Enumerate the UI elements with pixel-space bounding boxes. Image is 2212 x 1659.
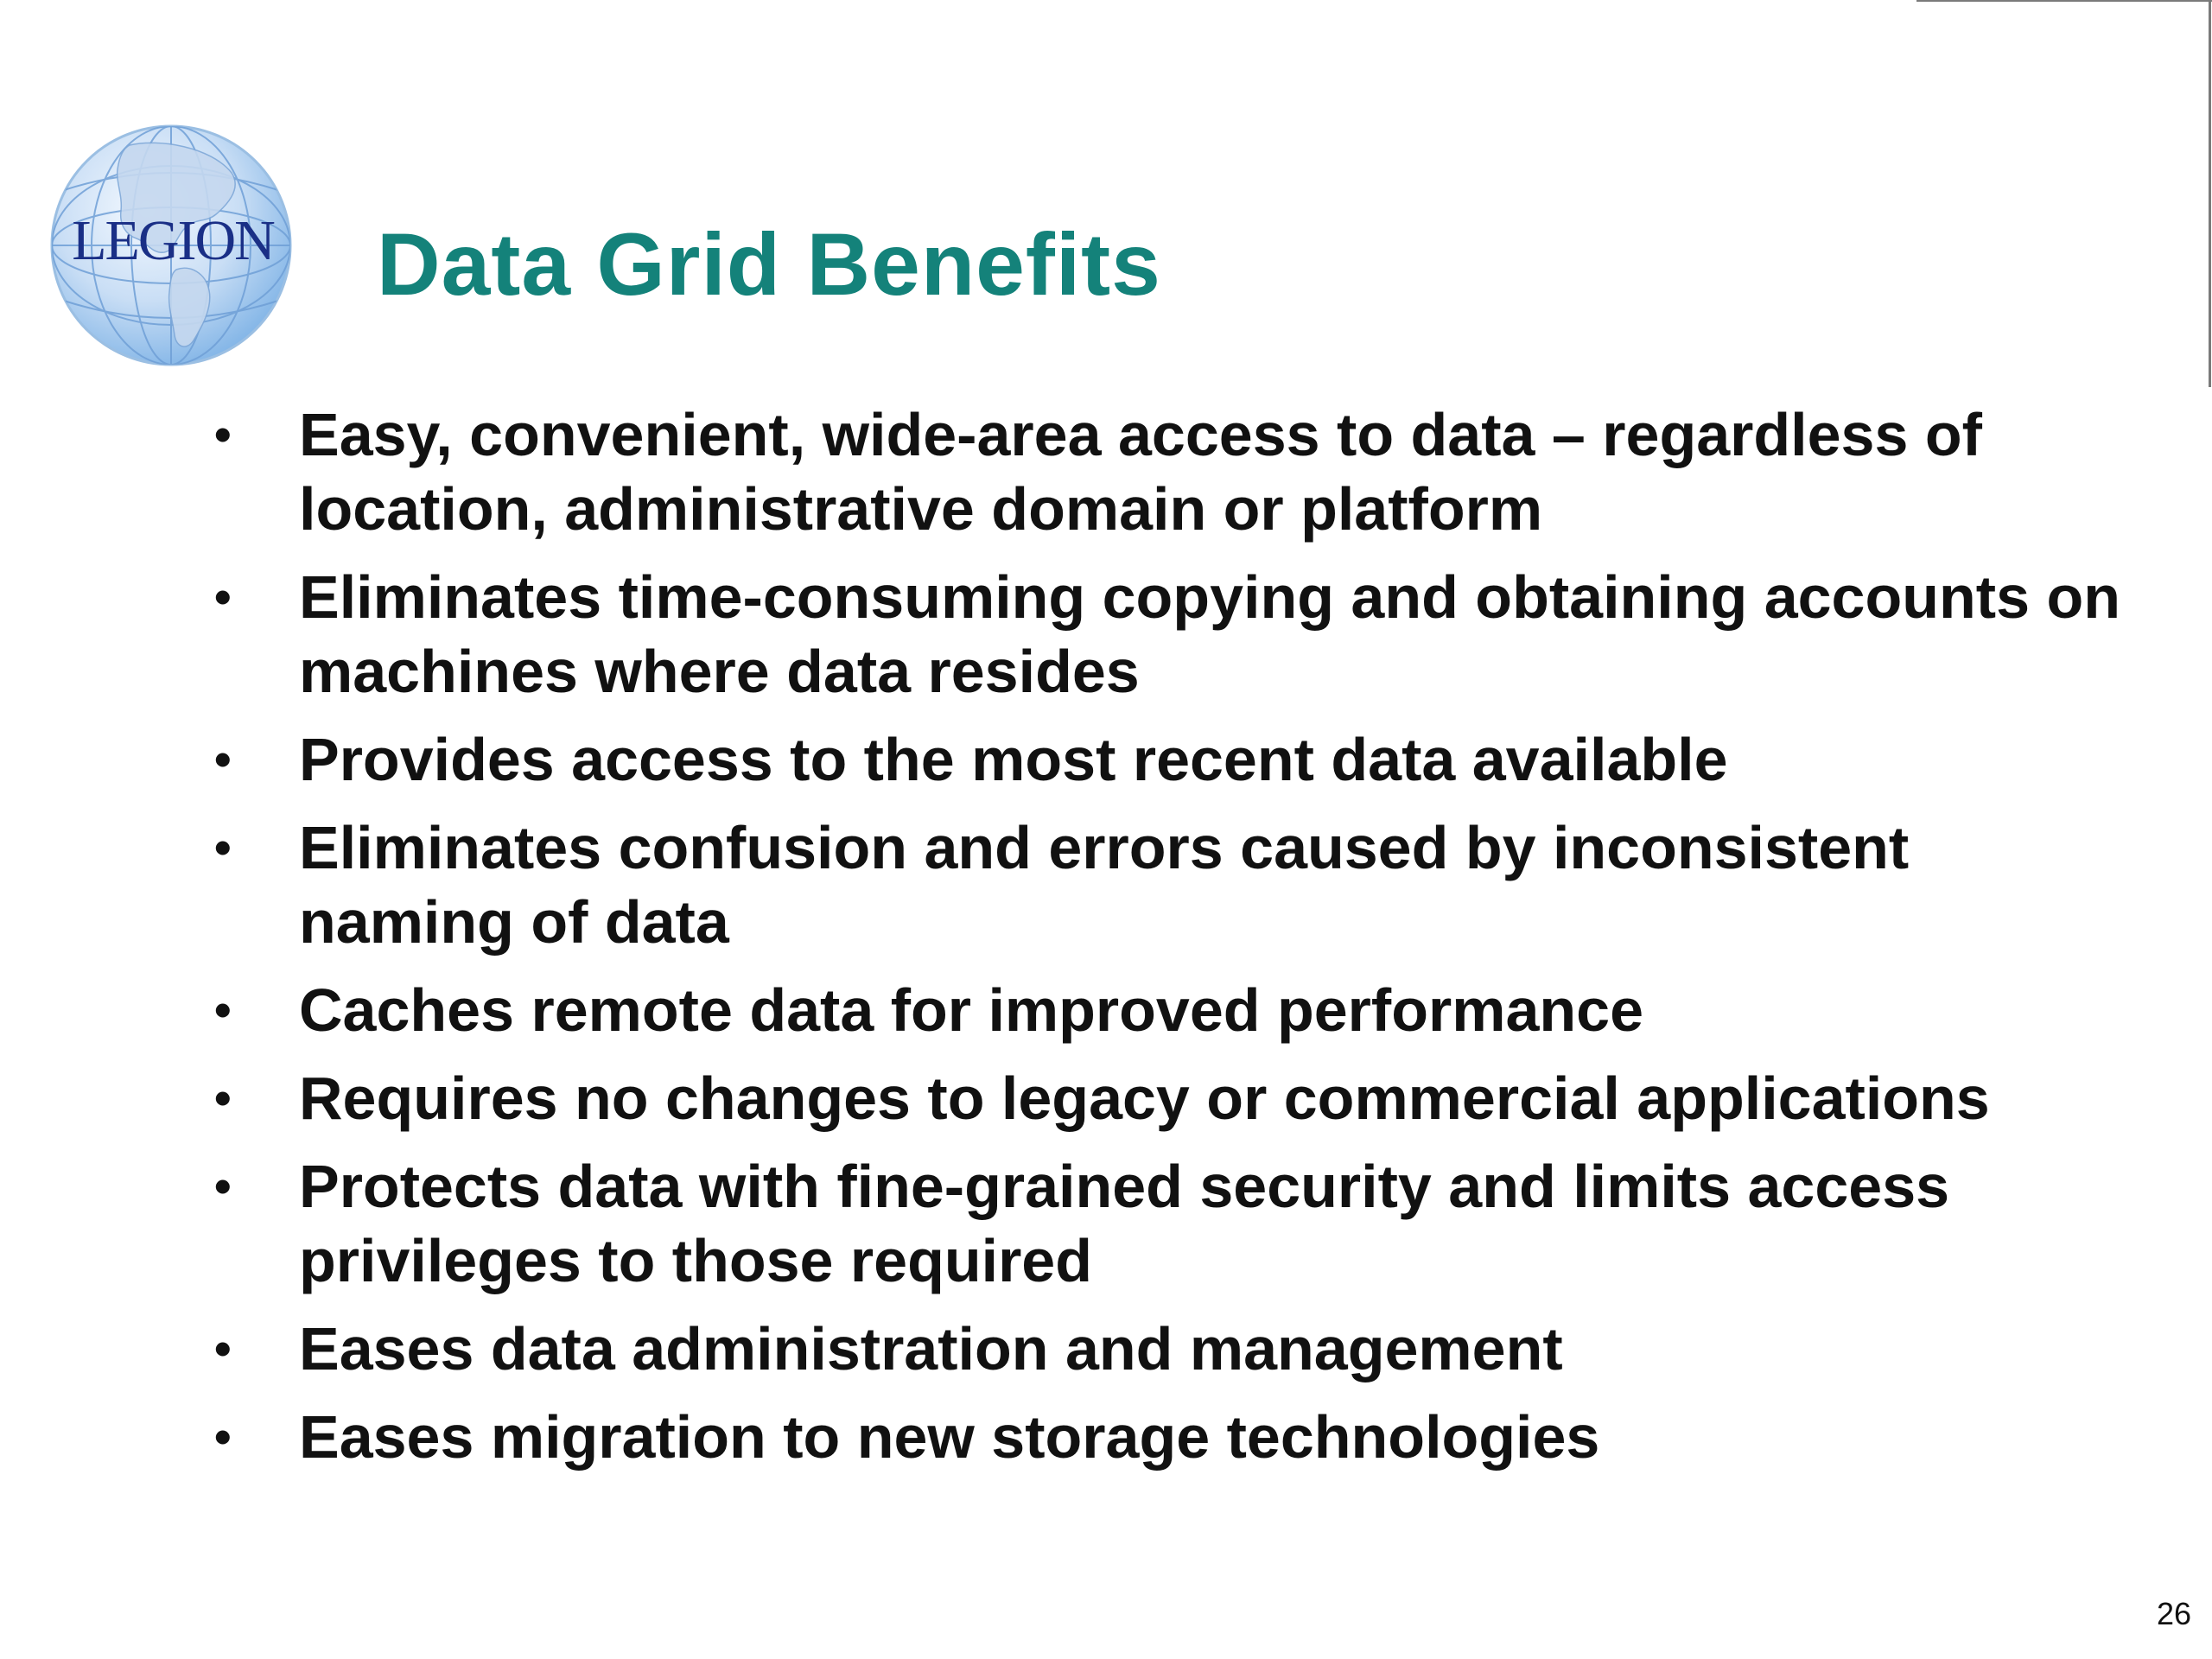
bullet-item <box>207 1149 2126 1298</box>
bullet-text: Caches remote data for improved performance <box>299 976 1644 1044</box>
slide-title: Data Grid Benefits <box>377 215 1161 314</box>
bullet-text: Eases migration to new storage technologies <box>299 1403 1600 1471</box>
bullet-item <box>207 810 2126 959</box>
bullet-text: Eliminates confusion and errors caused by inconsistent naming of data <box>299 814 1910 956</box>
bullet-marker: • <box>214 1159 232 1213</box>
bullet-item <box>207 560 2126 709</box>
bullet-marker: • <box>214 982 232 1037</box>
bullet-text: Protects data with fine-grained security and limits access privileges to those required <box>299 1153 1950 1294</box>
bullet-text: Eliminates time-consuming copying and obtaining accounts on machines where data resides <box>299 563 2120 705</box>
bullet-marker: • <box>214 1321 232 1376</box>
bullet-marker: • <box>214 820 232 874</box>
bullet-text: Eases data administration and management <box>299 1315 1563 1382</box>
bullet-marker: • <box>214 1409 232 1464</box>
bullet-item <box>207 1400 2126 1474</box>
bullet-text: Requires no changes to legacy or commercial applications <box>299 1065 1990 1132</box>
bullet-text: Provides access to the most recent data available <box>299 726 1728 793</box>
bullet-item <box>207 1061 2126 1135</box>
legion-logo <box>47 121 296 370</box>
bullet-item <box>207 397 2126 546</box>
bullet-item <box>207 1312 2126 1386</box>
bullet-marker: • <box>214 407 232 461</box>
bullet-marker: • <box>214 1071 232 1125</box>
corner-frame-line-top <box>1916 0 2212 2</box>
bullet-item <box>207 722 2126 797</box>
bullet-list <box>207 397 2126 1488</box>
bullet-marker: • <box>214 569 232 624</box>
logo-text: LEGION <box>72 209 274 272</box>
bullet-marker: • <box>214 732 232 786</box>
bullet-text: Easy, convenient, wide-area access to data – regardless of location, administrative domain or platform <box>299 401 1982 543</box>
globe-icon <box>47 121 296 370</box>
bullet-item <box>207 973 2126 1047</box>
corner-frame-line-right <box>2209 0 2211 387</box>
page-number: 26 <box>2156 1596 2191 1631</box>
